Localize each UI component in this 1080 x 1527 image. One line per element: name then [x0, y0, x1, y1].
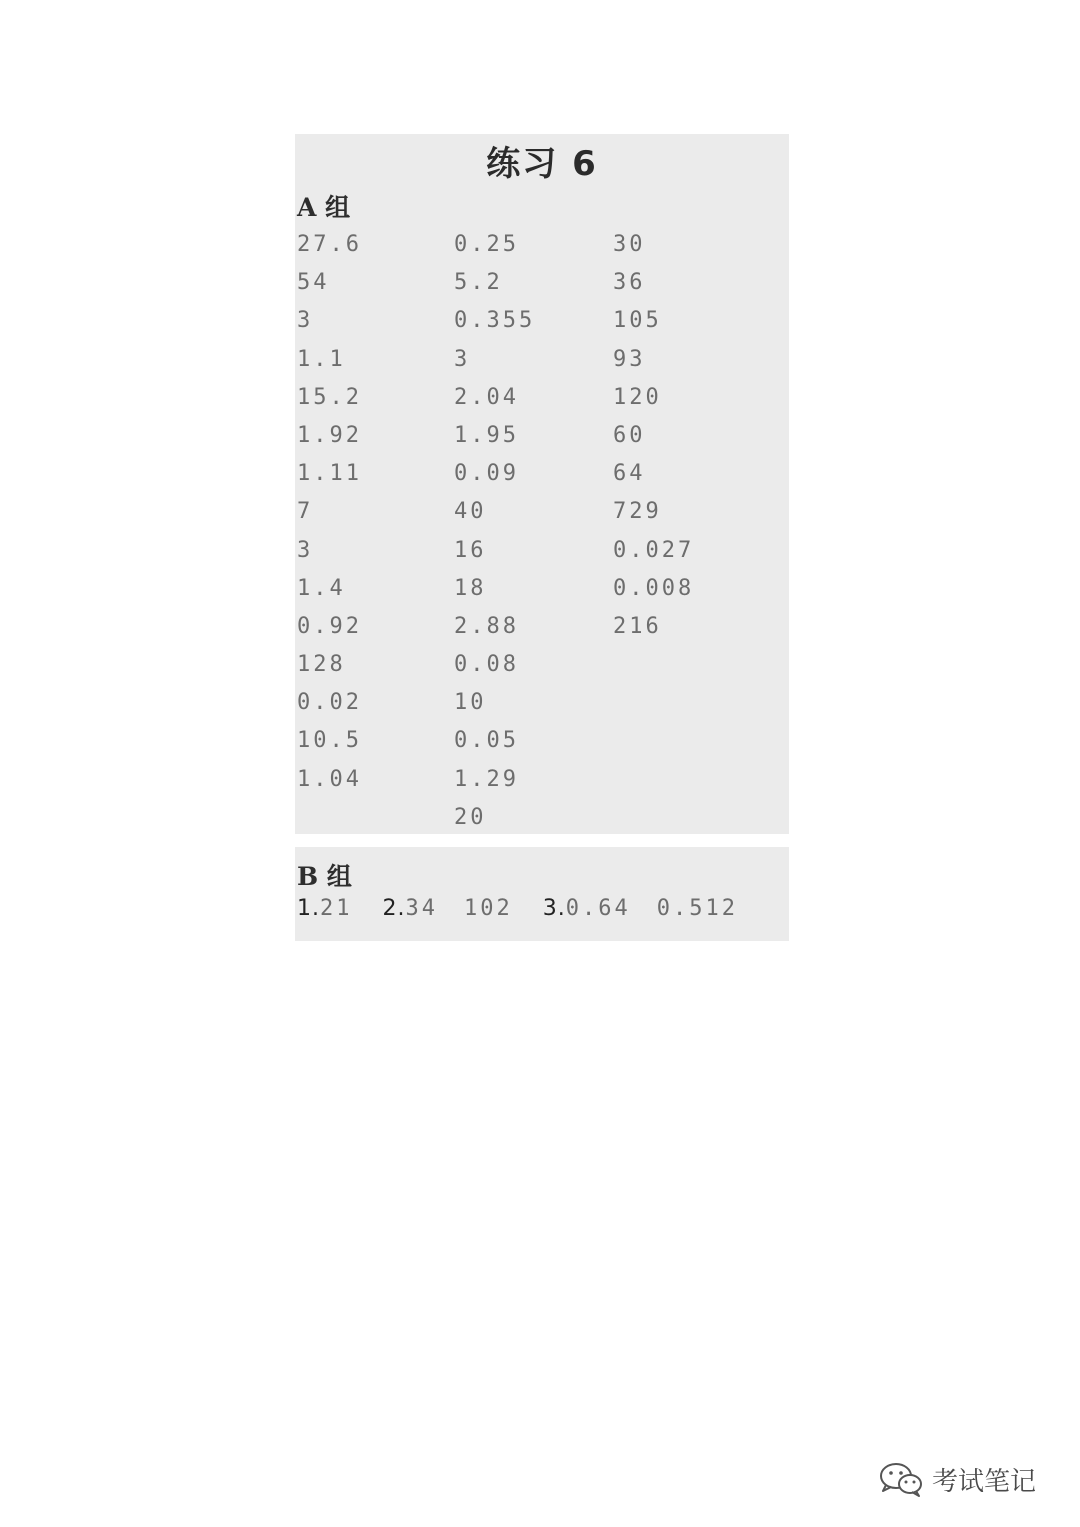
answer-cell: 0.027 — [613, 537, 695, 563]
answer-cell: 1.1 — [297, 346, 346, 372]
answer-cell: 1.95 — [454, 422, 519, 448]
answer-cell: 0.008 — [613, 575, 695, 601]
page-title: 练习 6 — [486, 144, 598, 184]
watermark-text: 考试笔记 — [932, 1466, 1037, 1497]
answer-cell: 1.92 — [297, 422, 362, 448]
group-b-question — [383, 896, 513, 921]
answer-cell: 3 — [454, 346, 471, 372]
group-b-question — [297, 896, 353, 921]
group-b-panel — [295, 847, 789, 941]
answer-cell: 216 — [613, 613, 662, 639]
answer-cell: 0.25 — [454, 232, 519, 257]
answer-column-1 — [297, 226, 362, 799]
answer-cell: 5.2 — [454, 270, 503, 296]
answer-cell: 40 — [454, 499, 487, 525]
question-number: 3. — [542, 896, 566, 921]
answer-cell: 18 — [454, 575, 487, 601]
group-a-panel — [295, 134, 789, 834]
group-b-question — [543, 896, 738, 921]
answer-value: 102 — [464, 896, 513, 921]
answer-cell: 120 — [613, 384, 662, 410]
answer-cell: 0.08 — [454, 652, 519, 678]
answer-cell: 1.4 — [297, 575, 346, 601]
answer-cell: 0.02 — [297, 690, 362, 716]
answer-cell: 3 — [297, 537, 314, 563]
group-a-label: A 组 — [297, 193, 351, 222]
group-b-answers — [297, 896, 768, 921]
answer-cell: 54 — [297, 270, 330, 296]
answer-value: 34 — [405, 896, 438, 921]
answer-value: 21 — [320, 896, 353, 921]
answer-cell: 10.5 — [297, 728, 362, 754]
answer-cell: 0.355 — [454, 308, 536, 334]
group-b-label: B 组 — [297, 862, 352, 891]
watermark — [878, 1460, 1036, 1498]
answer-cell: 16 — [454, 537, 487, 563]
answer-cell: 60 — [613, 422, 646, 448]
answer-cell: 1.11 — [297, 461, 362, 487]
answer-cell: 3 — [297, 308, 314, 334]
answer-cell: 2.04 — [454, 384, 519, 410]
answer-cell: 7 — [297, 499, 314, 525]
wechat-icon — [878, 1460, 924, 1498]
answer-cell: 0.09 — [454, 461, 519, 487]
answer-cell: 27.6 — [297, 232, 362, 257]
answer-cell: 15.2 — [297, 384, 362, 410]
answer-cell: 2.88 — [454, 613, 519, 639]
answer-cell: 729 — [613, 499, 662, 525]
answer-cell: 128 — [297, 652, 346, 678]
answer-cell: 64 — [613, 461, 646, 487]
answer-cell: 10 — [454, 690, 487, 716]
answer-cell: 93 — [613, 346, 646, 372]
answer-value: 0.512 — [656, 896, 738, 921]
question-number: 1. — [297, 896, 320, 921]
answer-cell: 105 — [613, 308, 662, 334]
answer-cell: 0.05 — [454, 728, 519, 754]
answer-cell: 20 — [454, 804, 487, 830]
answer-cell: 36 — [613, 270, 646, 296]
answer-cell: 0.92 — [297, 613, 362, 639]
answer-column-2 — [454, 226, 535, 837]
answer-cell: 1.29 — [454, 766, 519, 792]
answer-cell: 30 — [613, 232, 646, 257]
answer-cell: 1.04 — [297, 766, 362, 792]
question-number: 2. — [382, 896, 406, 921]
answer-column-3 — [613, 226, 694, 646]
answer-value: 0.64 — [565, 896, 631, 921]
